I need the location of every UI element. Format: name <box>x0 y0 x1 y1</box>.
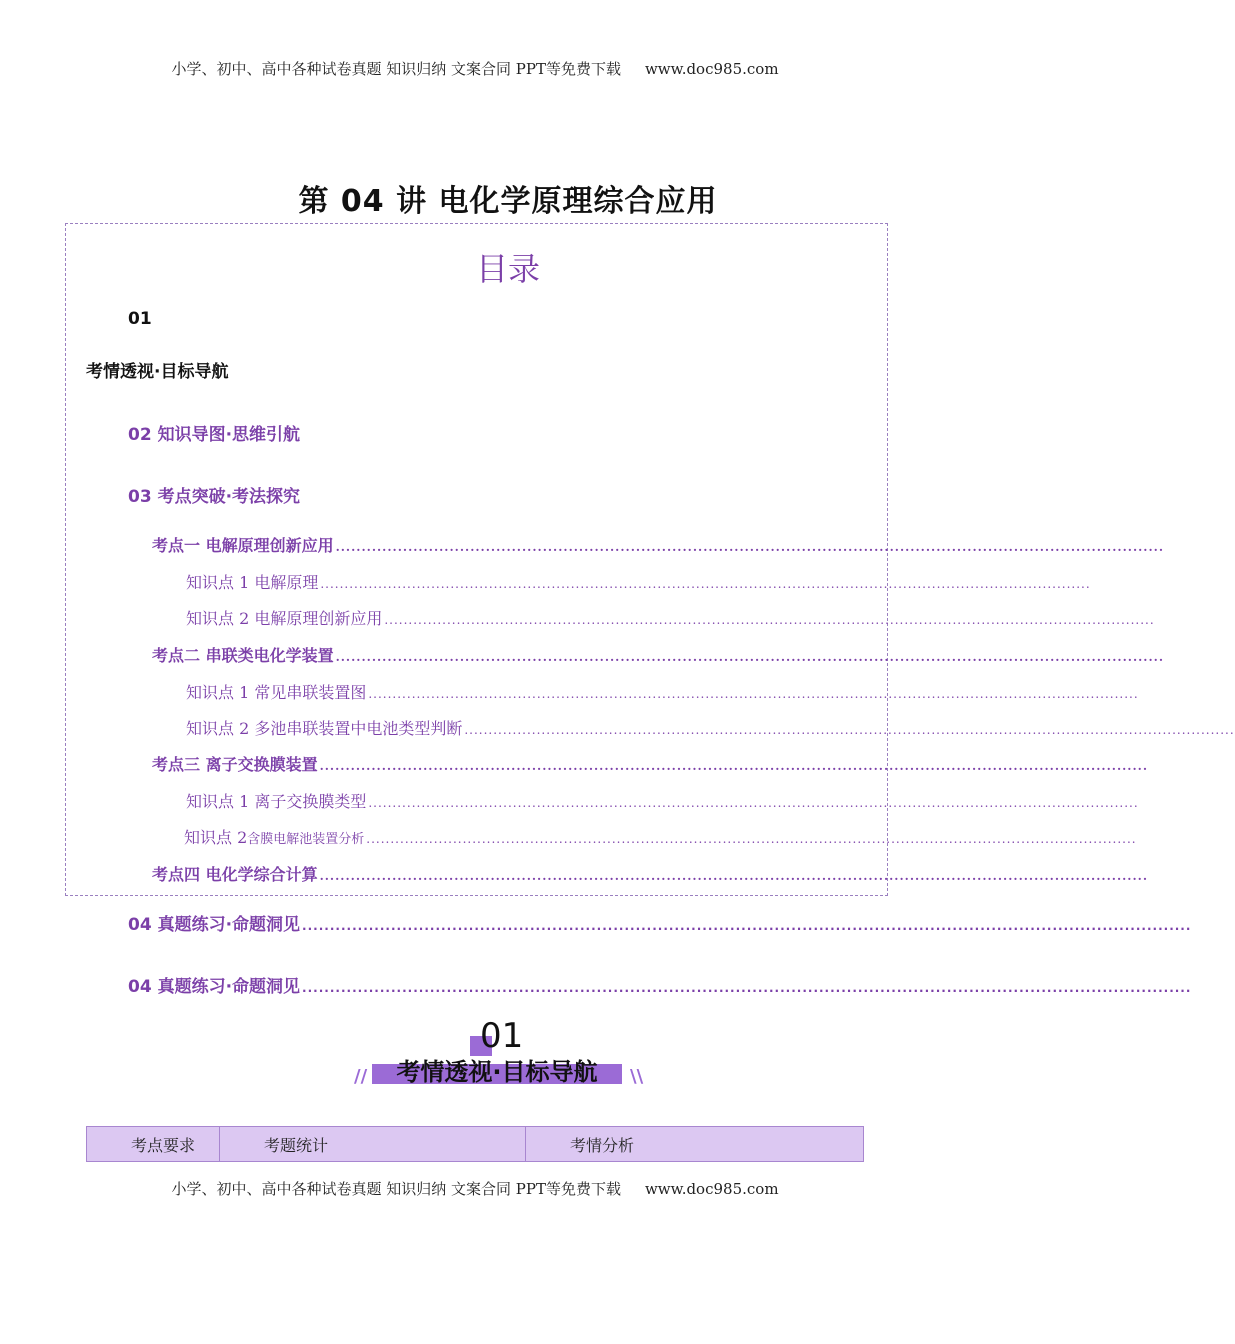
toc-section-04-b-label: 04 真题练习·命题洞见 <box>128 977 301 997</box>
toc-leader-dots: ................................................................................................................................................................ <box>366 832 1137 846</box>
toc-zhishi-3-2-prefix: 知识点 2 <box>184 828 248 847</box>
badge-number: 01 <box>480 1016 524 1056</box>
toc-heading: 目录 <box>475 250 540 288</box>
footer-url[interactable]: www.doc985.com <box>644 1180 779 1198</box>
toc-leader-dots: ................................................................................................................................................................ <box>302 919 1192 933</box>
table-header-cell: 考题统计 <box>220 1127 526 1161</box>
toc-kaodian-3[interactable] <box>152 752 1149 775</box>
toc-section-04-b[interactable] <box>128 972 1192 997</box>
toc-kaodian-4-label: 考点四 电化学综合计算 <box>152 865 318 884</box>
table-header-cell: 考情分析 <box>570 1135 635 1155</box>
toc-section-02[interactable]: 02 知识导图·思维引航 <box>128 425 301 445</box>
toc-kaodian-2[interactable] <box>152 643 1165 666</box>
toc-kaodian-3-label: 考点三 离子交换膜装置 <box>152 755 318 774</box>
toc-zhishi-1-2-label: 知识点 2 电解原理创新应用 <box>186 609 383 628</box>
toc-section-03[interactable]: 03 考点突破·考法探究 <box>128 487 301 507</box>
badge-slash-right: \\ <box>630 1066 644 1087</box>
section-badge <box>350 1012 650 1092</box>
header-url[interactable]: www.doc985.com <box>644 60 779 78</box>
toc-leader-dots: ................................................................................................................................................................ <box>368 796 1139 810</box>
toc-zhishi-2-1-label: 知识点 1 常见串联装置图 <box>186 683 367 702</box>
toc-zhishi-3-1-label: 知识点 1 离子交换膜类型 <box>186 792 367 811</box>
toc-leader-dots: ................................................................................................................................................................ <box>302 981 1192 995</box>
toc-zhishi-2-2-label: 知识点 2 多池串联装置中电池类型判断 <box>186 719 463 738</box>
toc-kaodian-4[interactable] <box>152 862 1149 885</box>
toc-leader-dots: ................................................................................................................................................................ <box>464 723 1235 737</box>
page-title: 第 04 讲 电化学原理综合应用 <box>298 184 718 219</box>
footer-text: 小学、初中、高中各种试卷真题 知识归纳 文案合同 PPT等免费下载 <box>171 1180 621 1198</box>
toc-leader-dots: ................................................................................................................................................................ <box>335 650 1165 664</box>
toc-leader-dots: ................................................................................................................................................................ <box>335 540 1165 554</box>
toc-leader-dots: ................................................................................................................................................................ <box>384 613 1155 627</box>
toc-leader-dots: ................................................................................................................................................................ <box>319 759 1149 773</box>
toc-section-04-a-label: 04 真题练习·命题洞见 <box>128 915 301 935</box>
toc-leader-dots: ................................................................................................................................................................ <box>368 687 1139 701</box>
toc-zhishi-3-2[interactable] <box>184 825 1137 848</box>
toc-section-01-number: 01 <box>128 309 152 329</box>
toc-leader-dots: ................................................................................................................................................................ <box>320 577 1091 591</box>
table-header-cell: 考点要求 <box>87 1127 220 1161</box>
toc-section-01-label[interactable]: 考情透视·目标导航 <box>86 362 229 382</box>
toc-zhishi-2-1[interactable] <box>186 680 1139 703</box>
header-text: 小学、初中、高中各种试卷真题 知识归纳 文案合同 PPT等免费下载 <box>171 60 621 78</box>
toc-zhishi-1-2[interactable] <box>186 606 1155 629</box>
badge-label: 考情透视·目标导航 <box>396 1058 598 1086</box>
toc-section-04-a[interactable] <box>128 910 1192 935</box>
badge-slash-left: // <box>354 1066 368 1087</box>
exam-analysis-table-header <box>86 1126 864 1162</box>
page-header <box>0 58 950 79</box>
toc-zhishi-3-2-label: 含膜电解池装置分析 <box>247 832 365 847</box>
toc-leader-dots: ................................................................................................................................................................ <box>319 869 1149 883</box>
toc-zhishi-2-2[interactable] <box>186 716 1235 739</box>
toc-kaodian-1-label: 考点一 电解原理创新应用 <box>152 536 334 555</box>
toc-zhishi-1-1[interactable] <box>186 570 1091 593</box>
toc-zhishi-3-1[interactable] <box>186 789 1139 812</box>
toc-zhishi-1-1-label: 知识点 1 电解原理 <box>186 573 319 592</box>
toc-kaodian-2-label: 考点二 串联类电化学装置 <box>152 646 334 665</box>
page-footer <box>0 1178 950 1199</box>
toc-kaodian-1[interactable] <box>152 533 1165 556</box>
